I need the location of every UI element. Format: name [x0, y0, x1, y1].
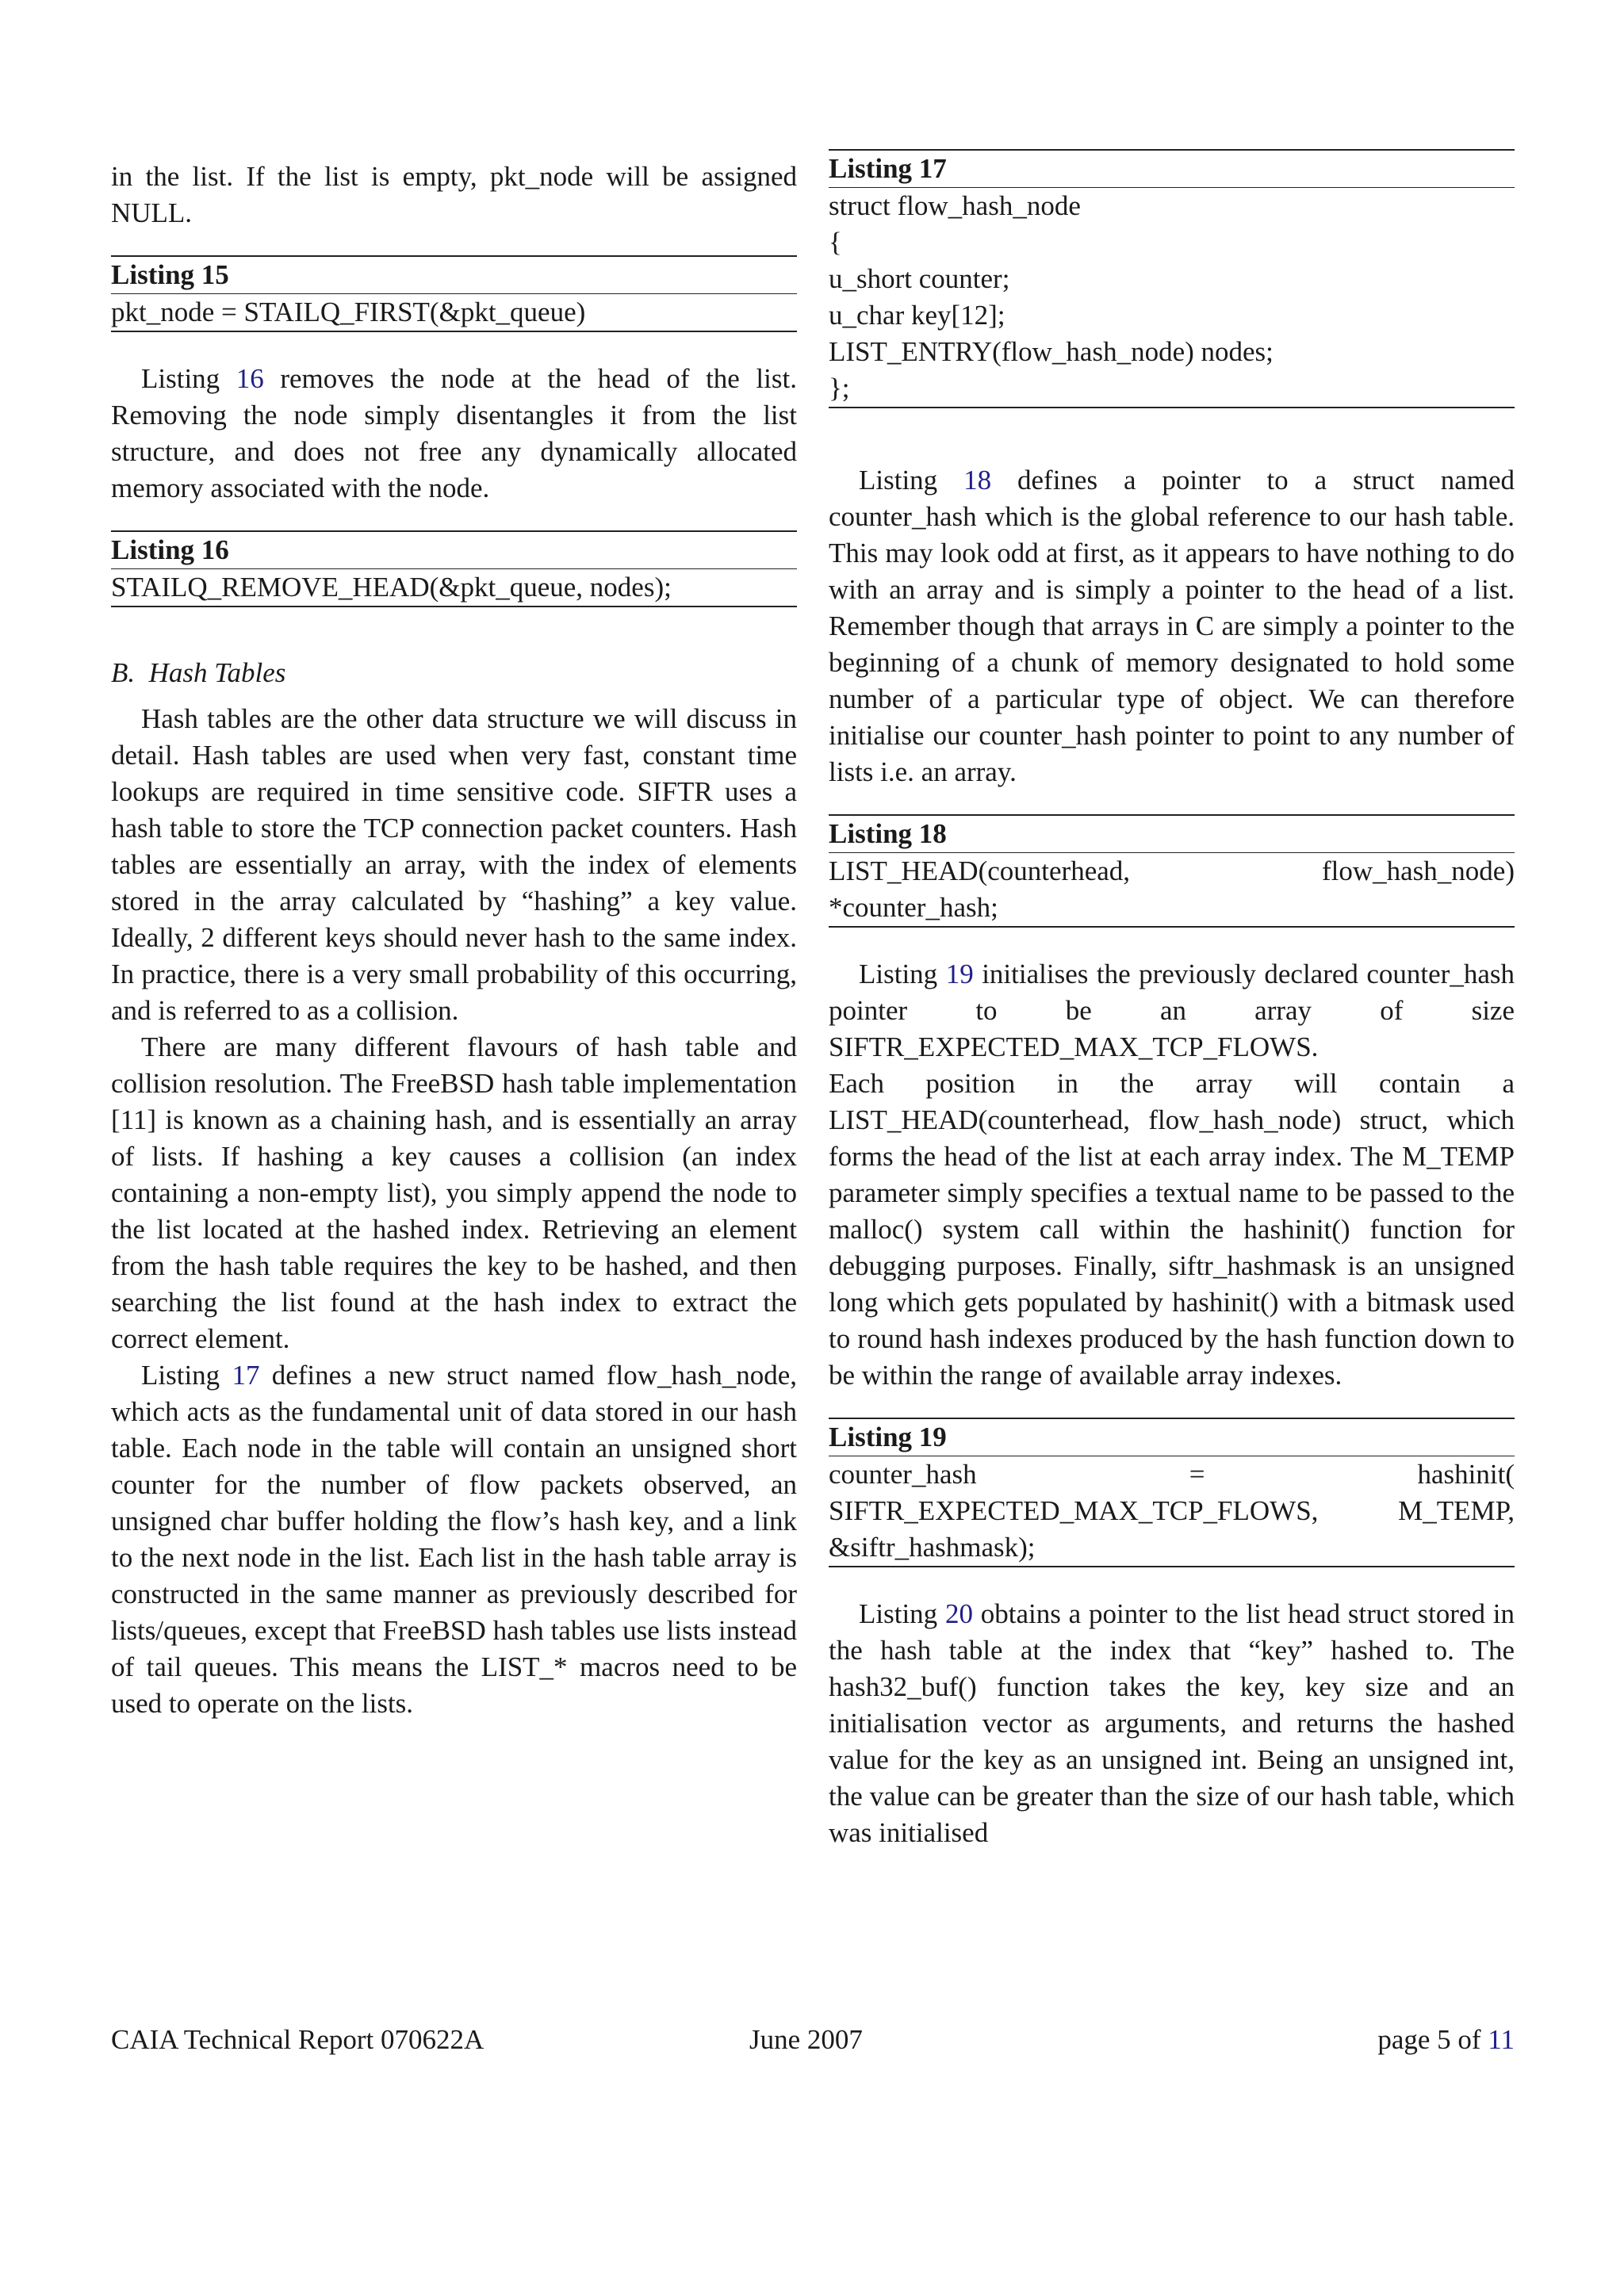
listing-title: Listing 15 [111, 257, 797, 294]
listing-title: Listing 17 [829, 151, 1515, 188]
listing-ref-link[interactable]: 19 [945, 959, 974, 989]
text: page 5 of [1377, 2024, 1488, 2055]
text: initialises the previously declared counter_hash pointer to be an array of size SIFTR_EXPECTED_MAX_TCP_FLOWS. [829, 959, 1515, 1062]
code-line: }; [829, 373, 850, 404]
page-footer [111, 2022, 1515, 2058]
code-line: SIFTR_EXPECTED_MAX_TCP_FLOWS, M_TEMP, [829, 1495, 1515, 1526]
listing-title: Listing 18 [829, 816, 1515, 853]
text: obtains a pointer to the list head struct stored in the hash table at the index that “key” hashed to. The hash32_buf() function takes the key, key size and an initialisation vector as arguments, and returns the hashed value for the key as an unsigned int. Being an unsigned int, the value can be greater than the size of our hash table, which was initialised [829, 1598, 1515, 1848]
paragraph-listing-18 [829, 462, 1515, 790]
section-label: B. [111, 657, 136, 688]
listing-code [829, 853, 1515, 926]
paragraph-listing-16 [111, 361, 797, 507]
code-line: counter_hash = hashinit( [829, 1459, 1515, 1490]
listing-code [829, 1456, 1515, 1566]
code-line: *counter_hash; [829, 892, 998, 923]
listing-17 [829, 149, 1515, 408]
code-line: u_char key[12]; [829, 300, 1005, 331]
code-line: pkt_node = STAILQ_FIRST(&pkt_queue) [111, 297, 586, 327]
code-line: { [829, 227, 842, 258]
report-date: June 2007 [749, 2024, 863, 2055]
listing-15 [111, 255, 797, 332]
text: Listing [859, 959, 946, 989]
paragraph-listing-19-cont: Each position in the array will contain a LIST_HEAD(counterhead, flow_hash_node) struct, which forms the head of the list at each array index. The M_TEMP parameter simply specifies a textual name to be passed to the malloc() system call within the hashinit() function for debugging purposes. Finally, siftr_hashmask is an unsigned long which gets populated by hashinit() with a bitmask used to round hash indexes produced by the hash function down to be within the range of available array indexes. [829, 1068, 1515, 1391]
listing-code [829, 188, 1515, 407]
paragraph-hash-1: Hash tables are the other data structure we will discuss in detail. Hash tables are used when very fast, constant time lookups are required in time sensitive code. SIFTR uses a hash table to store the TCP connection packet counters. Hash tables are essentially an array, with the index of elements stored in the array calculated by “hashing” a key value. Ideally, 2 different keys should never hash to the same index. In practice, there is a very small probability of this occurring, and is referred to as a collision. [111, 703, 797, 1026]
listing-title: Listing 16 [111, 532, 797, 569]
left-column [111, 149, 797, 1722]
text: Listing [141, 1360, 232, 1391]
listing-ref-link[interactable]: 18 [963, 465, 992, 496]
paragraph-listing-17 [111, 1357, 797, 1722]
listing-code [111, 294, 797, 331]
listing-title: Listing 19 [829, 1419, 1515, 1456]
total-pages-link[interactable]: 11 [1488, 2024, 1515, 2055]
code-line: LIST_HEAD(counterhead, flow_hash_node) [829, 855, 1515, 886]
listing-ref-link[interactable]: 17 [232, 1360, 260, 1391]
code-line: STAILQ_REMOVE_HEAD(&pkt_queue, nodes); [111, 572, 672, 603]
paragraph-hash-2: There are many different flavours of hash table and collision resolution. The FreeBSD hash table implementation [11] is known as a chaining hash, and is essentially an array of lists. If hashing a key causes a collision (an index containing a non-empty list), you simply append the node to the list located at the hashed index. Retrieving an element from the hash table requires the key to be hashed, and then searching the list found at the hash index to extract the correct element. [111, 1031, 797, 1354]
paragraph-listing-20 [829, 1596, 1515, 1851]
section-heading [111, 655, 797, 691]
text: removes the node at the head of the list. Removing the node simply disentangles it from the list structure, and does not free any dynamically allocated memory associated with the node. [111, 363, 797, 503]
code-line: struct flow_hash_node [829, 190, 1081, 221]
text: Listing [859, 1598, 945, 1629]
listing-ref-link[interactable]: 20 [944, 1598, 973, 1629]
text: Listing [859, 465, 964, 496]
section-title: Hash Tables [148, 657, 286, 688]
listing-ref-link[interactable]: 16 [236, 363, 264, 394]
right-column [829, 149, 1515, 1851]
code-line: u_short counter; [829, 263, 1010, 294]
page-number [1377, 2022, 1515, 2058]
text: Listing [141, 363, 236, 394]
text: defines a pointer to a struct named counter_hash which is the global reference to our hash table. This may look odd at first, as it appears to have nothing to do with an array and is simply a pointer to the head of a list. Remember though that arrays in C are simply a pointer to the beginning of a chunk of memory designated to hold some number of a particular type of object. We can therefore initialise our counter_hash pointer to point to any number of lists i.e. an array. [829, 465, 1515, 787]
listing-19 [829, 1418, 1515, 1567]
paragraph-intro: in the list. If the list is empty, pkt_node will be assigned NULL. [111, 161, 797, 228]
paragraph-listing-19 [829, 956, 1515, 1066]
text: defines a new struct named flow_hash_node, which acts as the fundamental unit of data stored in our hash table. Each node in the table will contain an unsigned short counter for the number of flow packets observed, an unsigned char buffer holding the flow’s hash key, and a link to the next node in the list. Each list in the hash table array is constructed in the same manner as previously described for lists/queues, except that FreeBSD hash tables use lists instead of tail queues. This means the LIST_* macros need to be used to operate on the lists. [111, 1360, 797, 1719]
code-line: LIST_ENTRY(flow_hash_node) nodes; [829, 336, 1274, 367]
listing-16 [111, 530, 797, 607]
listing-18 [829, 814, 1515, 928]
listing-code [111, 569, 797, 606]
report-id: CAIA Technical Report 070622A [111, 2024, 485, 2055]
code-line: &siftr_hashmask); [829, 1532, 1036, 1563]
